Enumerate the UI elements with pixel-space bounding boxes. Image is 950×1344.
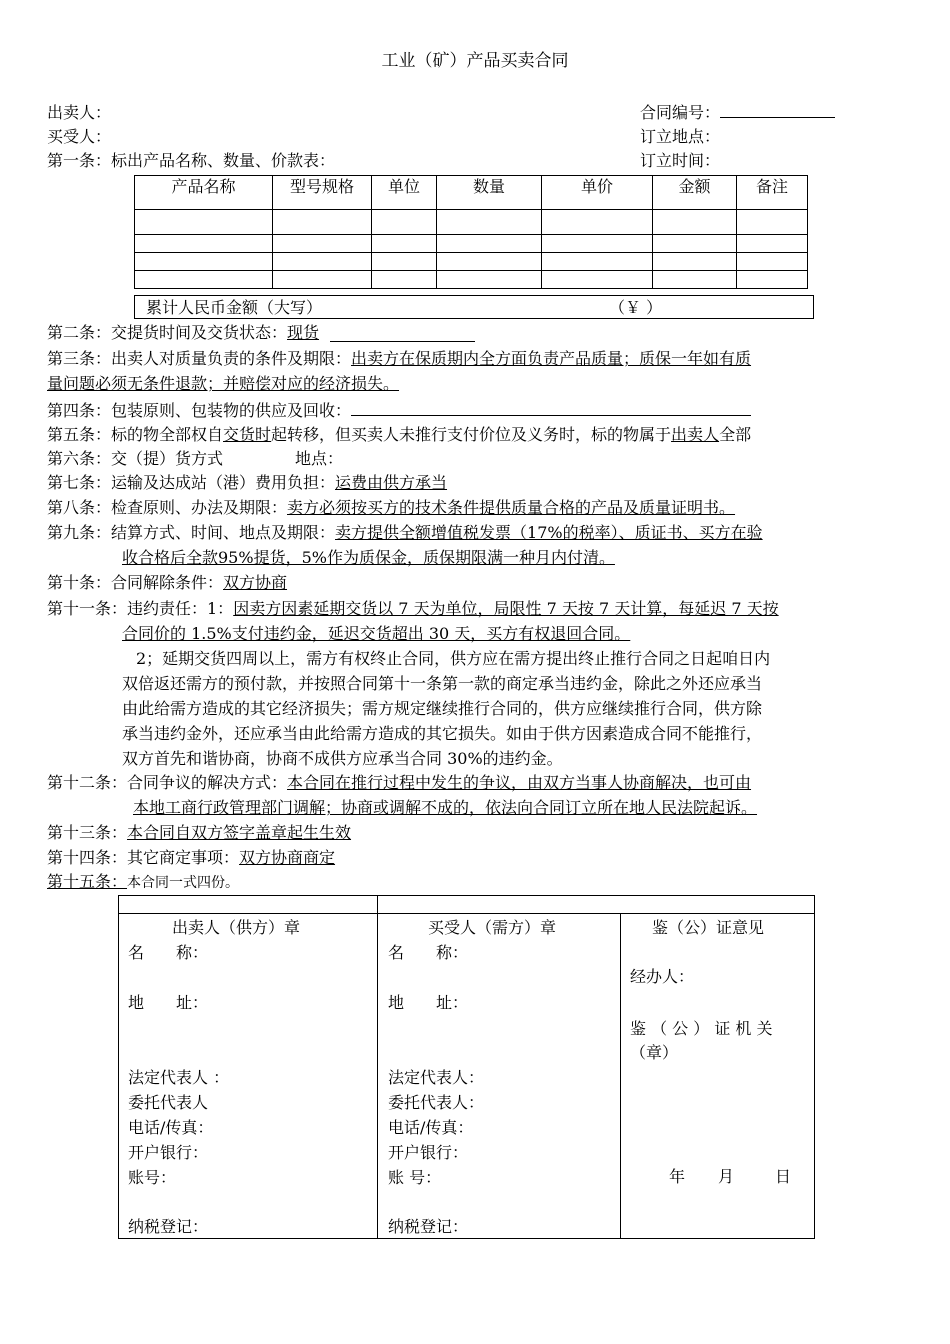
col-unit: 单位 (372, 176, 437, 210)
article-12 (47, 772, 751, 794)
notary-title: 鉴（公）证意见 (652, 918, 765, 937)
article-8 (47, 497, 735, 519)
article-3-line1: 出卖方在保质期内全方面负责产品质量；质保一年如有质 (351, 349, 752, 368)
article-12-line2: 本地工商行政管理部门调解；协商或调解不成的，依法向合同订立所在地人民法院起诉。 (133, 798, 758, 817)
article-6: 第六条：交（提）货方式 (47, 449, 224, 468)
table-row (135, 210, 808, 235)
table-row (135, 271, 808, 289)
article-9-label: 第九条：结算方式、时间、地点及期限： (47, 523, 336, 542)
article-3 (47, 348, 751, 370)
notary-day: 日 (775, 1167, 792, 1186)
article-7-value: 运费由供方承当 (335, 473, 448, 492)
article-14-value: 双方协商商定 (239, 848, 336, 867)
article-2-underline (330, 341, 475, 342)
col-amount: 金额 (653, 176, 737, 210)
signature-table-divider-1 (377, 895, 378, 1239)
buyer-seal-title: 买受人（需方）章 (428, 918, 557, 937)
article-12-label: 第十二条：合同争议的解决方式： (47, 773, 288, 792)
total-amount-currency: （￥ ） (609, 298, 663, 317)
col-quantity: 数量 (437, 176, 542, 210)
article-2-label: 第二条：交提货时间及交货状态： (47, 323, 288, 342)
sign-place-label: 订立地点： (640, 127, 721, 146)
article-5 (47, 424, 751, 446)
product-table-header (135, 176, 808, 210)
article-9-line2: 收合格后全款95%提货，5%作为质保金，质保期限满一种月内付清。 (122, 548, 615, 567)
contract-no-label: 合同编号： (640, 103, 721, 122)
article-3-line2: 量问题必须无条件退款；并赔偿对应的经济损失。 (47, 374, 400, 393)
article-4-label: 第四条：包装原则、包装物的供应及回收： (47, 401, 352, 420)
total-amount-label: 累计人民币金额（大写） (146, 298, 323, 317)
contract-no-field (640, 102, 835, 124)
article-7-label: 第七条：运输及达成站（港）费用负担： (47, 473, 336, 492)
buyer-bank: 开户银行： (388, 1143, 469, 1162)
col-product-name: 产品名称 (135, 176, 273, 210)
article-11-p2-line: 双方首先和谐协商，协商不成供方应承当合同 30%的违约金。 (122, 749, 563, 768)
article-11-line2: 合同价的 1.5%支付违约金，延迟交货超出 30 天，买方有权退回合同。 (122, 624, 631, 643)
seller-account: 账号： (128, 1168, 177, 1187)
buyer-account: 账 号： (388, 1168, 442, 1187)
article-11-p2-line: 双倍返还需方的预付款，并按照合同第十一条第一款的商定承当违约金，除此之外还应承当 (122, 674, 763, 693)
notary-office: 鉴 （ 公 ） 证 机 关 (630, 1019, 773, 1038)
article-14-label: 第十四条：其它商定事项： (47, 848, 240, 867)
notary-seal: （章） (630, 1043, 679, 1062)
article-9 (47, 522, 763, 544)
table-row (135, 235, 808, 253)
col-remark: 备注 (737, 176, 808, 210)
article-5-owner: 出卖人 (671, 425, 720, 444)
contract-no-blank (720, 102, 835, 118)
product-table (134, 175, 808, 289)
buyer-phone: 电话/传真： (388, 1118, 474, 1137)
article-11-p2-line: 承当违约金外，还应承当由此给需方造成的其它损失。如由于供方因素造成合同不能推行， (122, 724, 763, 743)
article-15-label: 第十五条： (47, 872, 128, 891)
article-5-transfer-time: 交货时 (223, 425, 272, 444)
article-9-line1: 卖方提供全额增值税发票（17%的税率）、质证书、买方在验 (335, 523, 763, 542)
seller-agent: 委托代表人 (128, 1093, 209, 1112)
table-row (135, 253, 808, 271)
article-8-label: 第八条：检查原则、办法及期限： (47, 498, 288, 517)
article-10 (47, 572, 287, 594)
seller-legal-rep: 法定代表人 ： (128, 1068, 230, 1087)
seller-tax: 纳税登记： (128, 1217, 209, 1236)
article-11-p2-line: 由此给需方造成的其它经济损失；需方规定继续推行合同的，供方应继续推行合同，供方除 (122, 699, 763, 718)
article-11-p2-line: 2；延期交货四周以上，需方有权终止合同，供方应在需方提出终止推行合同之日起咱日内 (136, 649, 771, 668)
signature-table-top-divider (118, 913, 815, 914)
article-14 (47, 847, 335, 869)
article-1: 第一条：标出产品名称、数量、价款表： (47, 151, 336, 170)
col-model: 型号规格 (273, 176, 372, 210)
buyer-legal-rep: 法定代表人： (388, 1068, 485, 1087)
notary-month: 月 (718, 1167, 735, 1186)
article-11-line1: 因卖方因素延期交货以 7 天为单位，局限性 7 天按 7 天计算，每延迟 7 天按 (233, 599, 779, 618)
seller-bank: 开户银行： (128, 1143, 209, 1162)
article-7 (47, 472, 447, 494)
seller-phone: 电话/传真： (128, 1118, 214, 1137)
seller-seal-title: 出卖人（供方）章 (172, 918, 301, 937)
buyer-agent: 委托代表人： (388, 1093, 485, 1112)
article-4-blank (351, 400, 751, 416)
sign-time-label: 订立时间： (640, 151, 721, 170)
article-8-value: 卖方必须按买方的技术条件提供质量合格的产品及质量证明书。 (287, 498, 736, 517)
buyer-label: 买受人： (47, 127, 112, 146)
seller-name: 名 称： (128, 943, 209, 962)
article-5-text1: 第五条：标的物全部权自 (47, 425, 224, 444)
article-2-value: 现货 (287, 323, 320, 342)
article-5-text3: 全部 (719, 425, 752, 444)
article-3-label: 第三条：出卖人对质量负责的条件及期限： (47, 349, 352, 368)
article-13-label: 第十三条： (47, 823, 128, 842)
col-unit-price: 单价 (542, 176, 653, 210)
notary-year: 年 (669, 1167, 686, 1186)
article-13 (47, 822, 351, 844)
buyer-name: 名 称： (388, 943, 469, 962)
article-11 (47, 598, 779, 620)
seller-address: 地 址： (128, 993, 209, 1012)
article-5-text2: 起转移，但买卖人未推行支付价位及义务时，标的物属于 (271, 425, 672, 444)
article-6-place: 地点： (295, 449, 344, 468)
article-10-value: 双方协商 (223, 573, 288, 592)
seller-label: 出卖人： (47, 103, 112, 122)
buyer-address: 地 址： (388, 993, 469, 1012)
buyer-tax: 纳税登记： (388, 1217, 469, 1236)
signature-table-divider-2 (620, 913, 621, 1239)
notary-handler: 经办人： (630, 967, 695, 986)
article-11-label: 第十一条：违约责任：1： (47, 599, 234, 618)
article-10-label: 第十条：合同解除条件： (47, 573, 224, 592)
page-title: 工业（矿）产品买卖合同 (381, 51, 569, 71)
article-13-value: 本合同自双方签字盖章起生生效 (127, 823, 352, 842)
article-4 (47, 400, 751, 422)
article-2-value-wrap (287, 322, 430, 342)
article-15-value: 本合同一式四份。 (127, 875, 240, 891)
article-15 (47, 871, 239, 894)
article-12-line1: 本合同在推行过程中发生的争议，由双方当事人协商解决，也可由 (287, 773, 752, 792)
